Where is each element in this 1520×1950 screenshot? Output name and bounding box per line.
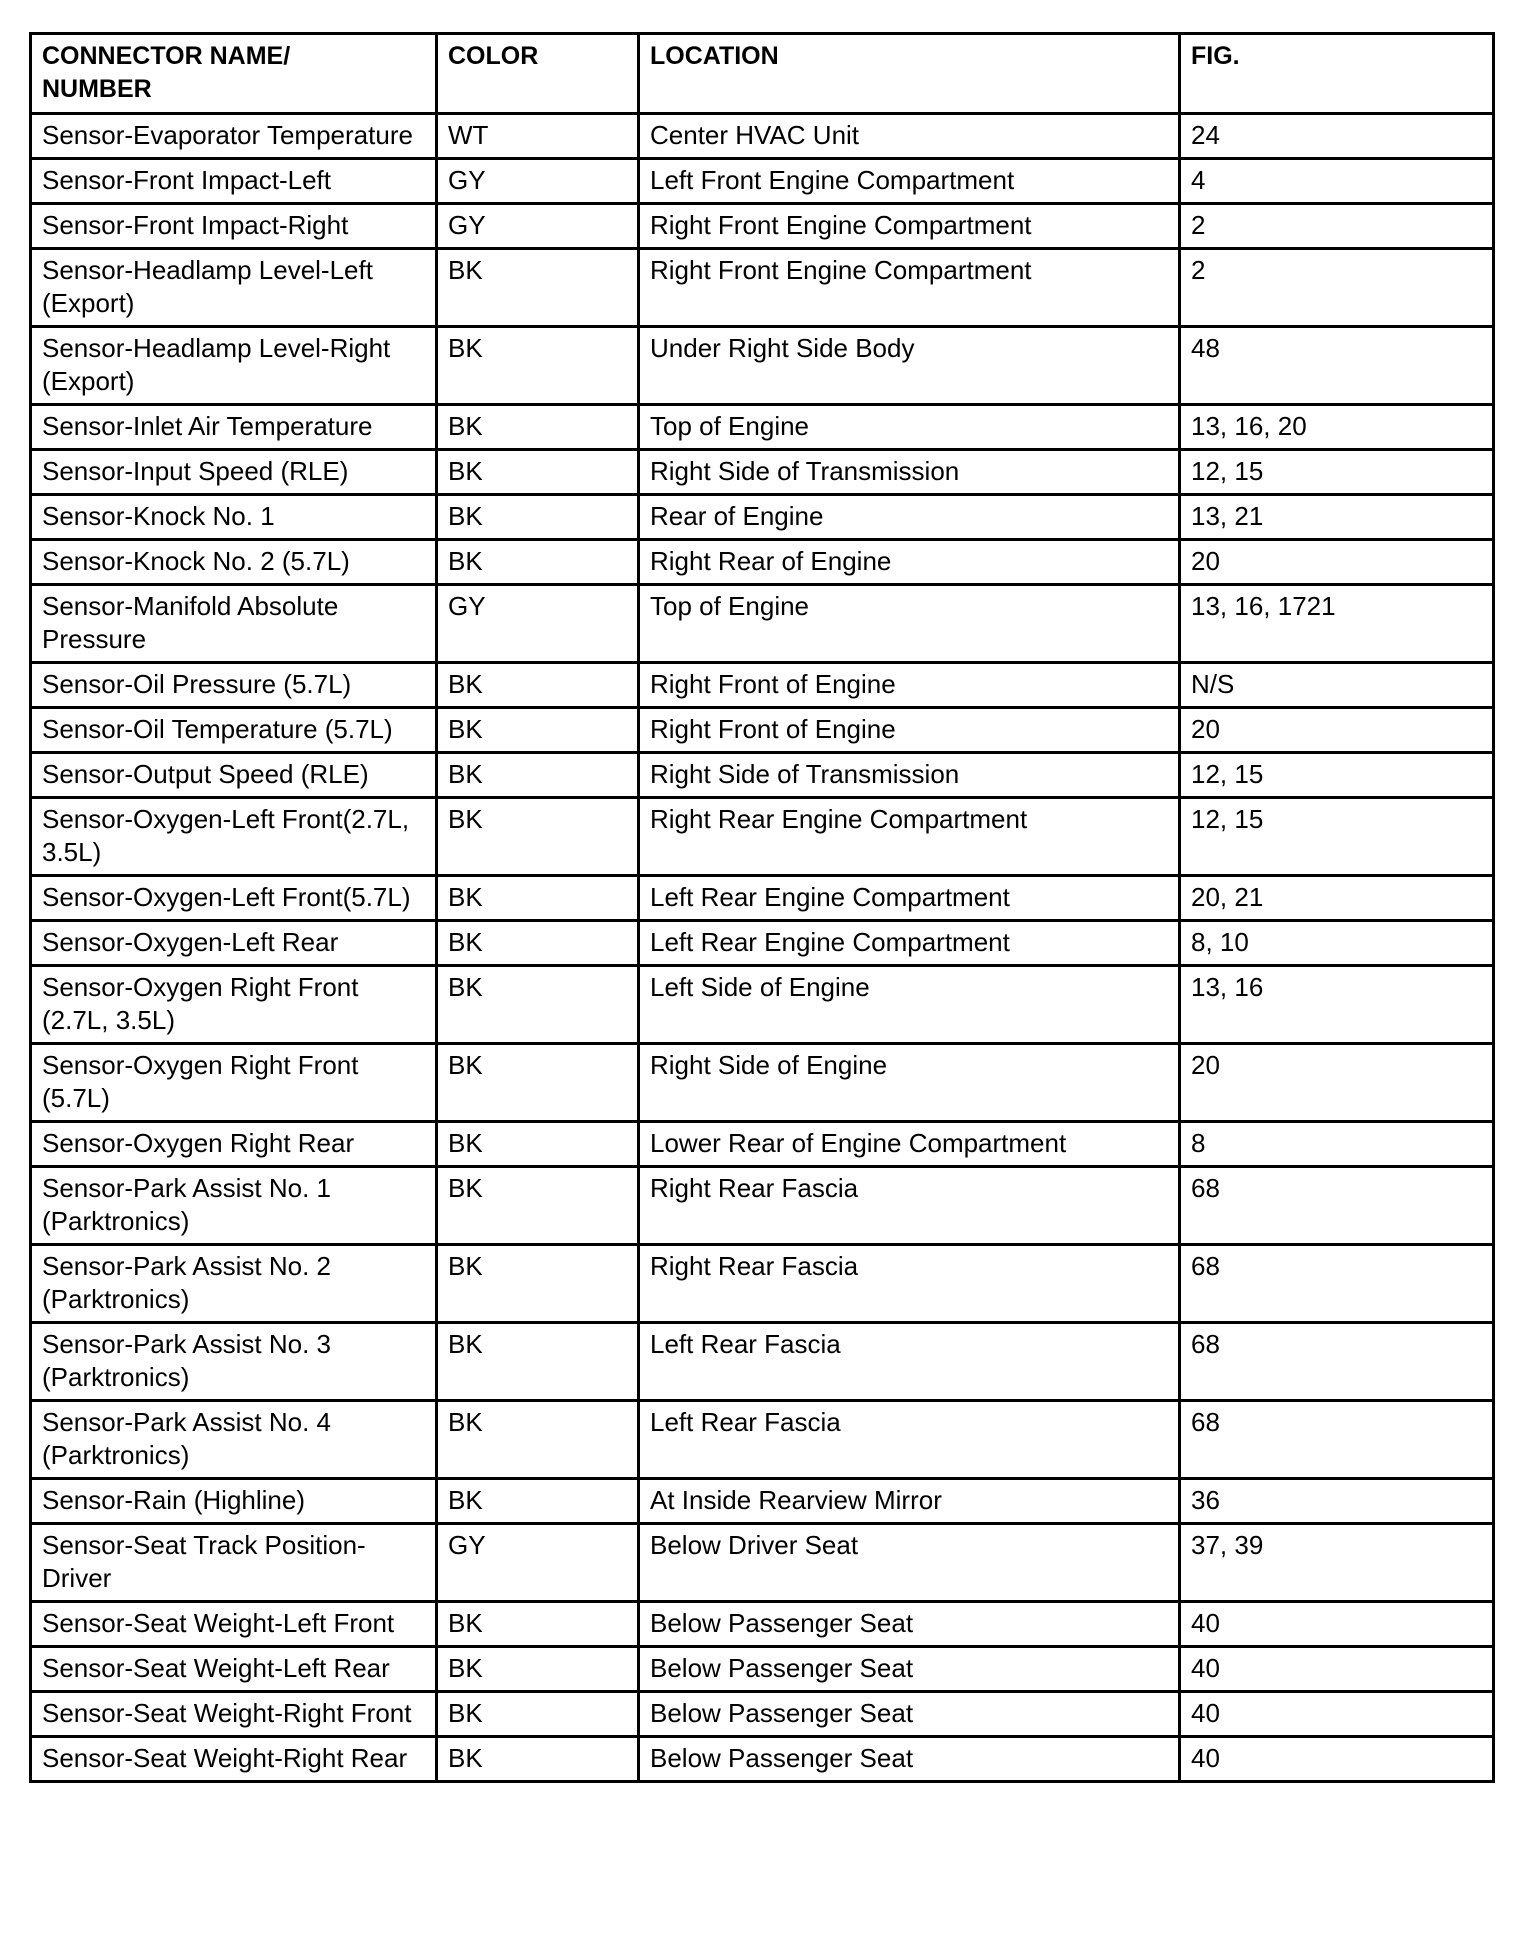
table-body [31,114,1494,1782]
table-row [31,798,1494,876]
cell-location: Right Rear of Engine [639,540,1180,585]
table-row [31,753,1494,798]
cell-connector-name: Sensor-Knock No. 1 [31,495,437,540]
header-fig-text: FIG. [1191,42,1240,70]
cell-location: Below Passenger Seat [639,1737,1180,1782]
cell-connector-name: Sensor-Oxygen Right Front (2.7L, 3.5L) [31,966,437,1044]
table-row [31,1647,1494,1692]
cell-color: BK [437,876,639,921]
cell-connector-name: Sensor-Knock No. 2 (5.7L) [31,540,437,585]
cell-connector-name: Sensor-Oxygen Right Rear [31,1122,437,1167]
cell-connector-name: Sensor-Seat Weight-Left Front [31,1602,437,1647]
cell-location: Right Front Engine Compartment [639,249,1180,327]
cell-color: WT [437,114,639,159]
header-fig [1180,34,1494,114]
cell-location: Right Rear Fascia [639,1167,1180,1245]
table-row [31,495,1494,540]
cell-connector-name: Sensor-Headlamp Level-Left (Export) [31,249,437,327]
cell-location: Under Right Side Body [639,327,1180,405]
cell-connector-name: Sensor-Front Impact-Right [31,204,437,249]
cell-fig: 40 [1180,1647,1494,1692]
cell-connector-name: Sensor-Oxygen-Left Rear [31,921,437,966]
cell-color: BK [437,966,639,1044]
header-color-text: COLOR [448,42,539,70]
cell-fig: 4 [1180,159,1494,204]
table-row [31,405,1494,450]
cell-location: Rear of Engine [639,495,1180,540]
cell-fig: N/S [1180,663,1494,708]
cell-color: BK [437,1647,639,1692]
cell-color: BK [437,921,639,966]
cell-connector-name: Sensor-Seat Weight-Left Rear [31,1647,437,1692]
cell-color: BK [437,450,639,495]
table-row [31,1401,1494,1479]
cell-location: Right Front of Engine [639,663,1180,708]
table-row [31,1167,1494,1245]
cell-connector-name: Sensor-Oil Temperature (5.7L) [31,708,437,753]
cell-fig: 8 [1180,1122,1494,1167]
cell-fig: 13, 16, 20 [1180,405,1494,450]
cell-location: Right Rear Fascia [639,1245,1180,1323]
table-row [31,327,1494,405]
cell-fig: 13, 21 [1180,495,1494,540]
cell-connector-name: Sensor-Oxygen-Left Front(2.7L, 3.5L) [31,798,437,876]
cell-fig: 36 [1180,1479,1494,1524]
cell-color: BK [437,1122,639,1167]
cell-fig: 20 [1180,708,1494,753]
table-row [31,114,1494,159]
cell-color: BK [437,1602,639,1647]
cell-location: Right Side of Transmission [639,450,1180,495]
table-row [31,921,1494,966]
connector-table [29,32,1495,1783]
cell-location: Left Rear Fascia [639,1323,1180,1401]
cell-fig: 20, 21 [1180,876,1494,921]
table-row [31,249,1494,327]
cell-location: Right Front Engine Compartment [639,204,1180,249]
cell-fig: 20 [1180,1044,1494,1122]
cell-location: At Inside Rearview Mirror [639,1479,1180,1524]
cell-color: BK [437,1167,639,1245]
table-header [31,34,1494,114]
table-row [31,966,1494,1044]
cell-connector-name: Sensor-Input Speed (RLE) [31,450,437,495]
cell-color: BK [437,249,639,327]
cell-fig: 68 [1180,1401,1494,1479]
cell-fig: 40 [1180,1692,1494,1737]
cell-location: Right Front of Engine [639,708,1180,753]
cell-connector-name: Sensor-Manifold Absolute Pressure [31,585,437,663]
cell-fig: 37, 39 [1180,1524,1494,1602]
cell-location: Below Passenger Seat [639,1647,1180,1692]
header-color [437,34,639,114]
cell-connector-name: Sensor-Seat Weight-Right Rear [31,1737,437,1782]
cell-color: BK [437,1245,639,1323]
cell-color: BK [437,1692,639,1737]
header-location [639,34,1180,114]
table-row [31,540,1494,585]
cell-location: Right Side of Transmission [639,753,1180,798]
table-row [31,1692,1494,1737]
cell-connector-name: Sensor-Oxygen-Left Front(5.7L) [31,876,437,921]
header-location-text: LOCATION [650,42,779,70]
header-connector-name-text: CONNECTOR NAME/ NUMBER [42,42,291,103]
cell-fig: 24 [1180,114,1494,159]
cell-fig: 12, 15 [1180,753,1494,798]
cell-location: Below Driver Seat [639,1524,1180,1602]
cell-location: Left Rear Fascia [639,1401,1180,1479]
cell-fig: 13, 16 [1180,966,1494,1044]
cell-location: Left Rear Engine Compartment [639,876,1180,921]
cell-fig: 68 [1180,1167,1494,1245]
table-row [31,1479,1494,1524]
cell-fig: 68 [1180,1245,1494,1323]
cell-location: Right Rear Engine Compartment [639,798,1180,876]
cell-connector-name: Sensor-Park Assist No. 2 (Parktronics) [31,1245,437,1323]
cell-location: Top of Engine [639,405,1180,450]
table-row [31,1122,1494,1167]
cell-connector-name: Sensor-Inlet Air Temperature [31,405,437,450]
cell-connector-name: Sensor-Park Assist No. 4 (Parktronics) [31,1401,437,1479]
table-row [31,708,1494,753]
table-row [31,585,1494,663]
cell-color: GY [437,1524,639,1602]
cell-connector-name: Sensor-Park Assist No. 1 (Parktronics) [31,1167,437,1245]
cell-location: Left Side of Engine [639,966,1180,1044]
cell-connector-name: Sensor-Front Impact-Left [31,159,437,204]
cell-fig: 2 [1180,204,1494,249]
cell-connector-name: Sensor-Seat Weight-Right Front [31,1692,437,1737]
table-row [31,450,1494,495]
table-row [31,159,1494,204]
table-row [31,663,1494,708]
cell-fig: 40 [1180,1737,1494,1782]
table-row [31,876,1494,921]
cell-connector-name: Sensor-Evaporator Temperature [31,114,437,159]
cell-color: BK [437,405,639,450]
cell-fig: 2 [1180,249,1494,327]
cell-color: BK [437,798,639,876]
cell-connector-name: Sensor-Output Speed (RLE) [31,753,437,798]
cell-color: BK [437,1401,639,1479]
cell-color: BK [437,1479,639,1524]
cell-color: BK [437,1323,639,1401]
cell-connector-name: Sensor-Oil Pressure (5.7L) [31,663,437,708]
cell-color: BK [437,327,639,405]
cell-location: Lower Rear of Engine Compartment [639,1122,1180,1167]
cell-color: BK [437,1737,639,1782]
cell-fig: 8, 10 [1180,921,1494,966]
cell-color: BK [437,495,639,540]
cell-connector-name: Sensor-Park Assist No. 3 (Parktronics) [31,1323,437,1401]
cell-location: Left Rear Engine Compartment [639,921,1180,966]
table-row [31,1524,1494,1602]
cell-connector-name: Sensor-Oxygen Right Front (5.7L) [31,1044,437,1122]
cell-color: BK [437,1044,639,1122]
table-row [31,1737,1494,1782]
cell-fig: 12, 15 [1180,798,1494,876]
cell-connector-name: Sensor-Rain (Highline) [31,1479,437,1524]
cell-location: Center HVAC Unit [639,114,1180,159]
table-row [31,1044,1494,1122]
cell-location: Right Side of Engine [639,1044,1180,1122]
header-connector-name [31,34,437,114]
cell-fig: 68 [1180,1323,1494,1401]
cell-connector-name: Sensor-Seat Track Position-Driver [31,1524,437,1602]
table-row [31,204,1494,249]
cell-fig: 12, 15 [1180,450,1494,495]
table-row [31,1245,1494,1323]
cell-color: BK [437,540,639,585]
cell-fig: 40 [1180,1602,1494,1647]
cell-color: GY [437,204,639,249]
cell-color: GY [437,585,639,663]
cell-color: BK [437,663,639,708]
header-row [31,34,1494,114]
cell-fig: 48 [1180,327,1494,405]
cell-location: Top of Engine [639,585,1180,663]
cell-fig: 20 [1180,540,1494,585]
cell-fig: 13, 16, 1721 [1180,585,1494,663]
cell-color: BK [437,708,639,753]
cell-location: Below Passenger Seat [639,1602,1180,1647]
table-row [31,1323,1494,1401]
cell-location: Left Front Engine Compartment [639,159,1180,204]
cell-connector-name: Sensor-Headlamp Level-Right (Export) [31,327,437,405]
cell-color: BK [437,753,639,798]
table-row [31,1602,1494,1647]
cell-color: GY [437,159,639,204]
cell-location: Below Passenger Seat [639,1692,1180,1737]
